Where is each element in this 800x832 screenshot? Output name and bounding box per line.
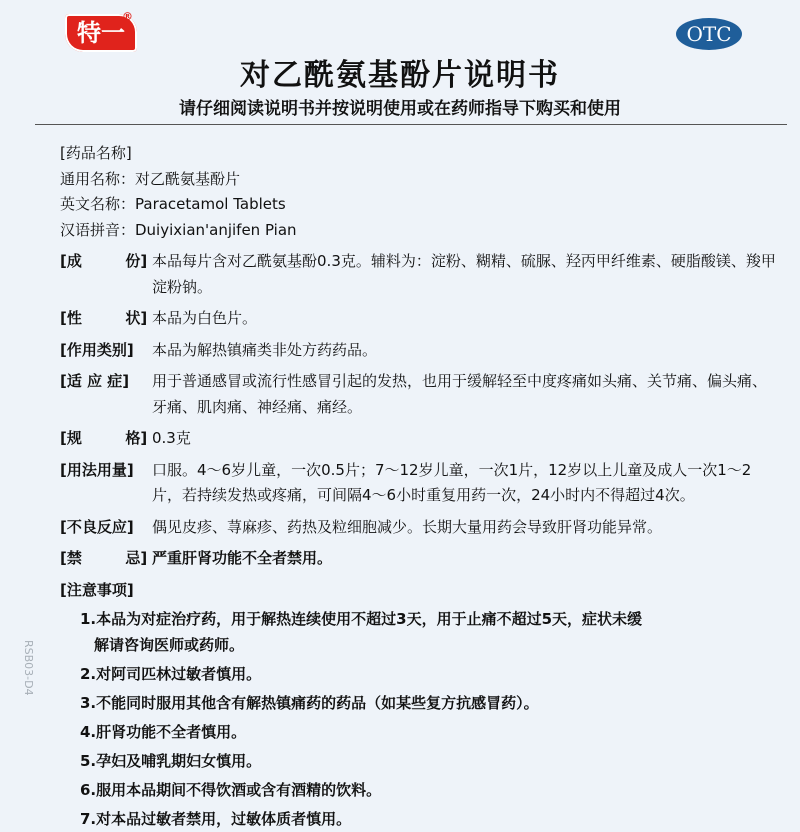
precaution-item: 3.不能同时服用其他含有解热镇痛药的药品（如某些复方抗感冒药）。 [80, 690, 780, 716]
field-label: [用法用量] [60, 458, 152, 509]
field-appearance [60, 306, 780, 332]
section-drug-name-header: [药品名称] [60, 141, 780, 167]
precaution-item: 7.对本品过敏者禁用，过敏体质者慎用。 [80, 806, 780, 832]
field-label: [不良反应] [60, 515, 152, 541]
precaution-item: 6.服用本品期间不得饮酒或含有酒精的饮料。 [80, 777, 780, 803]
divider [35, 124, 787, 125]
edge-print-code: RSB03-D4 [22, 640, 35, 696]
precaution-item: 5.孕妇及哺乳期妇女慎用。 [80, 748, 780, 774]
field-value: 本品为白色片。 [152, 306, 780, 332]
field-value: 0.3克 [152, 426, 780, 452]
brand-logo: 特一 [65, 14, 137, 52]
field-label: [作用类别] [60, 338, 152, 364]
field-indications [60, 369, 780, 420]
page-subtitle: 请仔细阅读说明书并按说明使用或在药师指导下购买和使用 [0, 94, 800, 119]
field-category [60, 338, 780, 364]
field-value: 用于普通感冒或流行性感冒引起的发热，也用于缓解轻至中度疼痛如头痛、关节痛、偏头痛、牙痛、肌肉痛、神经痛、痛经。 [152, 369, 780, 420]
generic-name: 通用名称：对乙酰氨基酚片 [60, 167, 780, 193]
field-value: 本品每片含对乙酰氨基酚0.3克。辅料为：淀粉、糊精、硫脲、羟丙甲纤维素、硬脂酸镁、羧甲淀粉钠。 [152, 249, 780, 300]
precaution-item: 1.本品为对症治疗药，用于解热连续使用不超过3天，用于止痛不超过5天，症状未缓 [80, 606, 780, 632]
field-adverse-reactions [60, 515, 780, 541]
pinyin-name: 汉语拼音：Duiyixian'anjifen Pian [60, 218, 780, 244]
precautions-section [60, 578, 780, 832]
leaflet-body [60, 141, 780, 832]
field-label: [成 份] [60, 249, 152, 300]
field-ingredients [60, 249, 780, 300]
field-spec [60, 426, 780, 452]
field-label: [性 状] [60, 306, 152, 332]
precaution-item-continued: 解请咨询医师或药师。 [94, 632, 780, 658]
registered-mark: ® [122, 10, 133, 23]
field-dosage [60, 458, 780, 509]
english-name: 英文名称：Paracetamol Tablets [60, 192, 780, 218]
field-value: 偶见皮疹、荨麻疹、药热及粒细胞减少。长期大量用药会导致肝肾功能异常。 [152, 515, 780, 541]
field-value: 口服。4～6岁儿童，一次0.5片；7～12岁儿童，一次1片，12岁以上儿童及成人一次1～2片，若持续发热或疼痛，可间隔4～6小时重复用药一次，24小时内不得超过4次。 [152, 458, 780, 509]
field-value: 严重肝肾功能不全者禁用。 [152, 546, 780, 572]
field-label: [禁 忌] [60, 546, 152, 572]
field-label: [适 应 症] [60, 369, 152, 420]
field-contraindications [60, 546, 780, 572]
field-value: 本品为解热镇痛类非处方药药品。 [152, 338, 780, 364]
page-title: 对乙酰氨基酚片说明书 [0, 50, 800, 94]
precaution-item: 2.对阿司匹林过敏者慎用。 [80, 661, 780, 687]
precaution-item: 4.肝肾功能不全者慎用。 [80, 719, 780, 745]
otc-badge: OTC [676, 18, 742, 50]
field-label: [规 格] [60, 426, 152, 452]
precautions-header: [注意事项] [60, 578, 780, 604]
